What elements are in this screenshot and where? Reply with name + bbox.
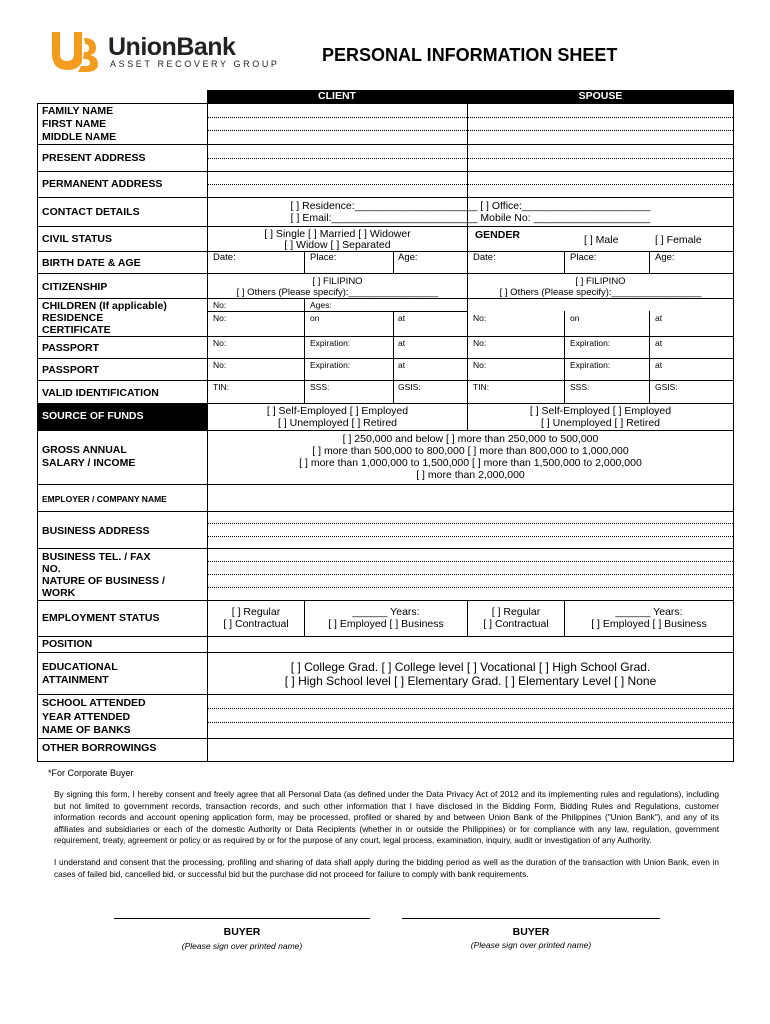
label-citizenship: CITIZENSHIP [42, 281, 108, 293]
spouse-column-header: SPOUSE [578, 90, 623, 102]
client-passport-at: at [398, 338, 406, 348]
label-birth-date-age: BIRTH DATE & AGE [42, 257, 141, 269]
spouse-residence-no: No: [473, 313, 487, 323]
label-year-attended: YEAR ATTENDED [42, 711, 131, 723]
spouse-passport2-at: at [655, 360, 663, 370]
buyer-signature-line-2 [402, 918, 660, 919]
row-line [37, 636, 734, 637]
children-no: No: [213, 300, 227, 310]
client-passport2-at: at [398, 360, 406, 370]
spouse-age: Age: [655, 252, 675, 263]
label-salary-income: SALARY / INCOME [42, 457, 136, 469]
business-dotted-line [208, 587, 733, 588]
label-first-name: FIRST NAME [42, 118, 107, 130]
client-funds-options-1: [ ] Self-Employed [ ] Employed [266, 405, 409, 417]
client-passport-no: No: [213, 338, 227, 348]
page-title: PERSONAL INFORMATION SHEET [322, 45, 618, 65]
label-nature-of-business: NATURE OF BUSINESS / [42, 575, 165, 587]
label-civil-status: CIVIL STATUS [42, 233, 113, 245]
sign-note-2: (Please sign over printed name) [470, 940, 592, 950]
spouse-employed-business: [ ] Employed [ ] Business [591, 618, 707, 630]
brand-subtitle: ASSET RECOVERY GROUP [110, 59, 280, 69]
row-line [37, 197, 734, 198]
row-line [37, 600, 734, 601]
cell-divider [393, 251, 394, 273]
spouse-passport-no: No: [473, 338, 487, 348]
row-line [37, 336, 734, 337]
name-dotted-line [208, 130, 733, 131]
cell-divider [649, 311, 650, 403]
label-attainment: ATTAINMENT [42, 674, 109, 686]
client-filipino-option: [ ] FILIPINO [312, 276, 363, 287]
label-gross-annual: GROSS ANNUAL [42, 444, 127, 456]
spouse-tin: TIN: [473, 382, 490, 392]
income-options-4: [ ] more than 2,000,000 [416, 469, 525, 481]
business-dotted-line [208, 561, 733, 562]
civil-status-options-2: [ ] Widow [ ] Separated [284, 239, 391, 251]
gender-label: GENDER [475, 229, 520, 241]
income-options-2: [ ] more than 500,000 to 800,000 [ ] more than 800,000 to 1,000,000 [312, 445, 629, 457]
business-dotted-line [208, 536, 733, 537]
client-column-header: CLIENT [318, 90, 356, 102]
client-tin: TIN: [213, 382, 230, 392]
label-business-tel: BUSINESS TEL. / FAX [42, 551, 151, 563]
sign-note-1: (Please sign over printed name) [181, 941, 303, 951]
client-residence-at: at [398, 313, 406, 323]
consent-paragraph: By signing this form, I hereby consent and freely agree that all Personal Data (as defined under the Data Privacy Act of 2012 and its implementing rules and regulations), including but not limited to government records, transaction records, and such other information that I have disclosed in the Bidding Form, Bidding Rules and Regulations, customer information records and account opening application form, may be processed, profiled or shared by and between Union Bank of the Philippines ("Union Bank"), and any of its affiliates and subsidiaries or each of the domestic Authority or Data Recipients (whether in or outside the Philippines) or for compliance with any law, regulation, government requirement, treaty, agreement or policy or as required by or for the purpose of any court, legal process, examination, inquiry, audit or investigation of any Authority. [54, 789, 719, 845]
name-dotted-line [208, 117, 733, 118]
row-line [37, 171, 734, 172]
school-dotted-line [208, 722, 733, 723]
row-line [37, 652, 734, 653]
client-age: Age: [398, 252, 418, 263]
label-residence-certificate: CERTIFICATE [42, 324, 111, 336]
corporate-buyer-note: *For Corporate Buyer [48, 768, 134, 778]
business-dotted-line [208, 574, 733, 575]
client-others-citizenship: [ ] Others (Please specify):_________________ [236, 287, 439, 298]
label-position: POSITION [42, 638, 93, 650]
table-border-top [37, 103, 734, 104]
client-passport-expiration: Expiration: [310, 338, 351, 348]
label-employment-status: EMPLOYMENT STATUS [42, 612, 160, 624]
spouse-contractual-option: [ ] Contractual [483, 618, 549, 630]
understanding-paragraph: I understand and consent that the processing, profiling and sharing of data shall apply during the bidding period as well as the duration of the transaction with Union Bank, even in cases of failed bid, cancelled bid, or successful bid but the purchase did not proceed for failure to comply with bank requirements. [54, 857, 719, 879]
client-regular-option: [ ] Regular [231, 606, 281, 618]
spouse-birth-date: Date: [473, 252, 496, 263]
label-passport: PASSPORT [42, 342, 99, 354]
label-passport-2: PASSPORT [42, 364, 99, 376]
spouse-passport-at: at [655, 338, 663, 348]
client-birth-date: Date: [213, 252, 236, 263]
label-employer: EMPLOYER / COMPANY NAME [42, 494, 167, 504]
client-residence-no: No: [213, 313, 227, 323]
row-line [37, 430, 734, 431]
client-contractual-option: [ ] Contractual [223, 618, 289, 630]
spouse-residence-on: on [570, 313, 580, 323]
row-line [37, 226, 734, 227]
row-line [37, 273, 734, 274]
row-line [207, 311, 467, 312]
client-passport2-no: No: [213, 360, 227, 370]
label-name-of-banks: NAME OF BANKS [42, 724, 131, 736]
table-border-bottom [37, 761, 734, 762]
spouse-passport2-expiration: Expiration: [570, 360, 611, 370]
label-valid-identification: VALID IDENTIFICATION [42, 387, 159, 399]
row-line [37, 548, 734, 549]
row-line [37, 694, 734, 695]
buyer-label-2: BUYER [512, 926, 550, 938]
label-middle-name: MIDDLE NAME [42, 131, 117, 143]
education-options-2: [ ] High School level [ ] Elementary Grad. [ ] Elementary Level [ ] None [284, 674, 657, 688]
income-options-1: [ ] 250,000 and below [ ] more than 250,000 to 500,000 [342, 433, 599, 445]
label-children: CHILDREN (If applicable) [42, 300, 167, 312]
label-present-address: PRESENT ADDRESS [42, 152, 146, 164]
spouse-residence-at: at [655, 313, 663, 323]
spouse-filipino-option: [ ] FILIPINO [575, 276, 626, 287]
spouse-passport-expiration: Expiration: [570, 338, 611, 348]
unionbank-logo-icon [48, 28, 100, 79]
business-dotted-line [208, 523, 733, 524]
cell-divider [304, 298, 305, 403]
contact-line-1: [ ] Residence:_____________________ [ ] Office:______________________ [290, 200, 651, 212]
school-dotted-line [208, 708, 733, 709]
row-line [37, 380, 734, 381]
buyer-label-1: BUYER [223, 926, 261, 938]
row-line [37, 738, 734, 739]
gender-male-option: [ ] Male [584, 234, 619, 246]
client-years: ______ Years: [352, 606, 420, 618]
label-family-name: FAMILY NAME [42, 105, 114, 117]
label-permanent-address: PERMANENT ADDRESS [42, 178, 163, 190]
row-line [37, 358, 734, 359]
brand-name: UnionBank [108, 33, 236, 61]
client-residence-on: on [310, 313, 320, 323]
row-line [37, 251, 734, 252]
client-employed-business: [ ] Employed [ ] Business [328, 618, 444, 630]
client-birth-place: Place: [310, 252, 337, 263]
address-dotted-line [208, 158, 733, 159]
label-work: WORK [42, 587, 76, 599]
label-business-tel-no: NO. [42, 563, 61, 575]
spouse-sss: SSS: [570, 382, 590, 392]
address-dotted-line [208, 184, 733, 185]
spouse-gsis: GSIS: [655, 382, 678, 392]
contact-line-2: [ ] Email:_________________________ Mobile No: ____________________ [290, 212, 651, 224]
client-gsis: GSIS: [398, 382, 421, 392]
spouse-passport2-no: No: [473, 360, 487, 370]
label-educational: EDUCATIONAL [42, 661, 118, 673]
spouse-regular-option: [ ] Regular [491, 606, 541, 618]
label-contact-details: CONTACT DETAILS [42, 206, 140, 218]
row-line [37, 484, 734, 485]
buyer-signature-line-1 [114, 918, 370, 919]
cell-divider [564, 311, 565, 403]
children-ages: Ages: [310, 300, 332, 310]
income-options-3: [ ] more than 1,000,000 to 1,500,000 [ ] more than 1,500,000 to 2,000,000 [299, 457, 642, 469]
spouse-funds-options-2: [ ] Unemployed [ ] Retired [540, 417, 661, 429]
table-border-left [37, 103, 38, 762]
civil-status-options-1: [ ] Single [ ] Married [ ] Widower [264, 228, 411, 240]
spouse-others-citizenship: [ ] Others (Please specify):_________________ [499, 287, 702, 298]
label-school-attended: SCHOOL ATTENDED [42, 697, 146, 709]
cell-divider [649, 251, 650, 273]
client-sss: SSS: [310, 382, 330, 392]
spouse-funds-options-1: [ ] Self-Employed [ ] Employed [529, 405, 672, 417]
row-line [37, 144, 734, 145]
cell-divider [393, 311, 394, 403]
client-funds-options-2: [ ] Unemployed [ ] Retired [277, 417, 398, 429]
label-other-borrowings: OTHER BORROWINGS [42, 742, 157, 754]
label-business-address: BUSINESS ADDRESS [42, 525, 150, 537]
client-passport2-expiration: Expiration: [310, 360, 351, 370]
spouse-birth-place: Place: [570, 252, 597, 263]
table-border-right [733, 90, 734, 762]
cell-divider [564, 251, 565, 273]
gender-female-option: [ ] Female [655, 234, 702, 246]
spouse-years: ______ Years: [615, 606, 683, 618]
cell-divider [304, 251, 305, 273]
row-line [37, 511, 734, 512]
label-residence: RESIDENCE [42, 312, 104, 324]
education-options-1: [ ] College Grad. [ ] College level [ ] Vocational [ ] High School Grad. [290, 660, 651, 674]
label-source-of-funds: SOURCE OF FUNDS [42, 410, 144, 422]
